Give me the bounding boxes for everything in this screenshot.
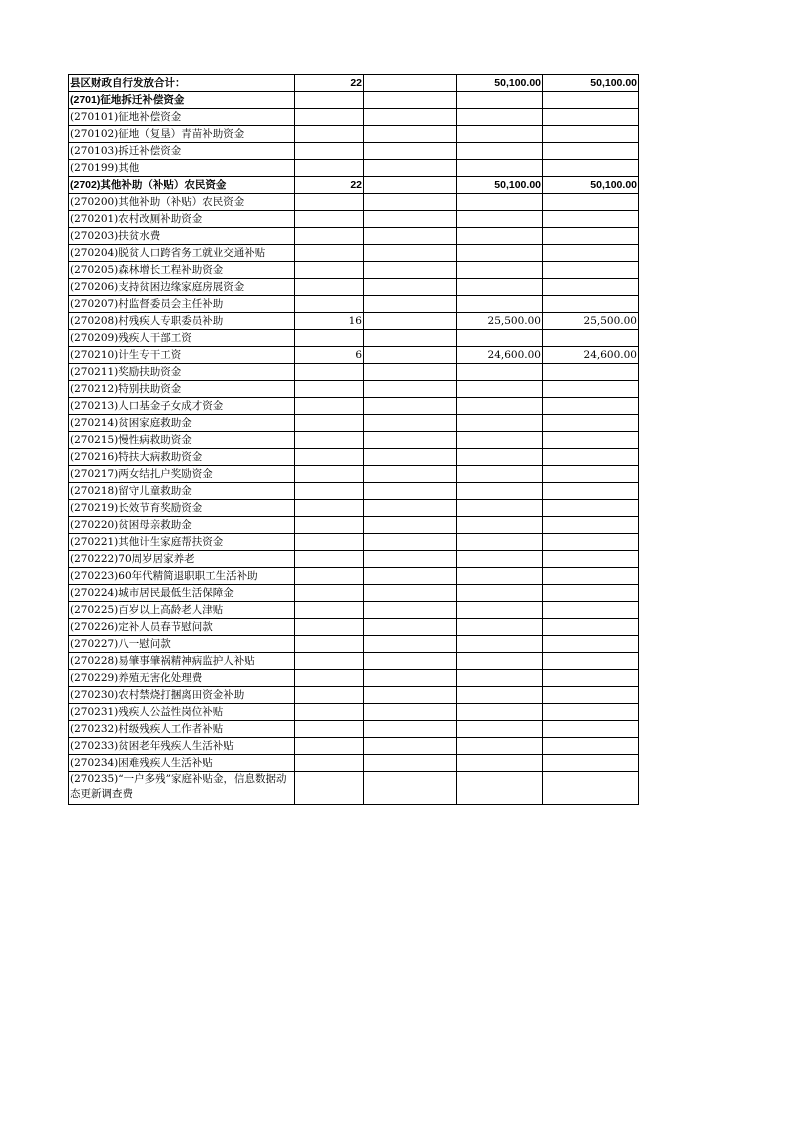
row-label-cell: (270103)拆迁补偿资金 [69, 143, 295, 160]
row-blank-cell [364, 92, 457, 109]
row-total-cell [543, 585, 639, 602]
row-total-cell [543, 330, 639, 347]
row-total-cell [543, 228, 639, 245]
table-row [69, 602, 639, 619]
row-total-cell [543, 687, 639, 704]
row-amount-cell [457, 755, 543, 772]
row-label-cell: (270217)两女结扎户奖励资金 [69, 466, 295, 483]
row-amount-cell [457, 432, 543, 449]
row-blank-cell [364, 432, 457, 449]
row-label-cell: (270215)慢性病救助资金 [69, 432, 295, 449]
row-label-cell: (270201)农村改厕补助资金 [69, 211, 295, 228]
table-row [69, 313, 639, 330]
table-row [69, 398, 639, 415]
row-blank-cell [364, 551, 457, 568]
row-count-cell [295, 194, 364, 211]
row-count-cell [295, 704, 364, 721]
row-count-cell [295, 330, 364, 347]
row-amount-cell [457, 653, 543, 670]
row-blank-cell [364, 517, 457, 534]
table-row [69, 432, 639, 449]
table-row [69, 738, 639, 755]
row-label-cell: (270229)养殖无害化处理费 [69, 670, 295, 687]
table-row [69, 568, 639, 585]
row-label-cell: (270235)“一户多残”家庭补贴金，信息数据动态更新调查费 [69, 772, 295, 805]
row-count-cell [295, 602, 364, 619]
row-label-cell: (270102)征地（复垦）青苗补助资金 [69, 126, 295, 143]
row-total-cell [543, 602, 639, 619]
table-row [69, 75, 639, 92]
row-amount-cell [457, 619, 543, 636]
row-blank-cell [364, 228, 457, 245]
row-label-cell: (270222)70周岁居家养老 [69, 551, 295, 568]
table-row [69, 653, 639, 670]
row-amount-cell: 24,600.00 [457, 347, 543, 364]
row-blank-cell [364, 687, 457, 704]
row-label-cell: (270211)奖励扶助资金 [69, 364, 295, 381]
row-label-cell: (270216)特扶大病救助资金 [69, 449, 295, 466]
table-row [69, 619, 639, 636]
row-total-cell [543, 670, 639, 687]
table-row [69, 534, 639, 551]
table-row [69, 415, 639, 432]
row-blank-cell [364, 364, 457, 381]
row-amount-cell [457, 568, 543, 585]
row-amount-cell [457, 449, 543, 466]
row-count-cell [295, 772, 364, 805]
row-blank-cell [364, 636, 457, 653]
table-row [69, 755, 639, 772]
table-row [69, 194, 639, 211]
row-amount-cell [457, 517, 543, 534]
row-amount-cell [457, 126, 543, 143]
row-amount-cell [457, 262, 543, 279]
row-count-cell [295, 721, 364, 738]
row-blank-cell [364, 211, 457, 228]
row-label-cell: (270209)残疾人干部工资 [69, 330, 295, 347]
row-count-cell [295, 211, 364, 228]
table-row [69, 517, 639, 534]
row-blank-cell [364, 126, 457, 143]
row-label-cell: (270233)贫困老年残疾人生活补贴 [69, 738, 295, 755]
row-label-cell: (270199)其他 [69, 160, 295, 177]
row-count-cell [295, 517, 364, 534]
row-amount-cell [457, 551, 543, 568]
row-label-cell: (270208)村残疾人专职委员补助 [69, 313, 295, 330]
row-count-cell [295, 160, 364, 177]
row-blank-cell [364, 194, 457, 211]
row-label-cell: (270203)扶贫水费 [69, 228, 295, 245]
row-amount-cell [457, 109, 543, 126]
row-label-cell: (2701)征地拆迁补偿资金 [69, 92, 295, 109]
row-count-cell [295, 381, 364, 398]
row-amount-cell: 25,500.00 [457, 313, 543, 330]
row-blank-cell [364, 534, 457, 551]
row-amount-cell: 50,100.00 [457, 177, 543, 194]
row-count-cell [295, 279, 364, 296]
table-row [69, 296, 639, 313]
row-blank-cell [364, 738, 457, 755]
table-row [69, 585, 639, 602]
row-total-cell [543, 211, 639, 228]
table-row [69, 704, 639, 721]
row-blank-cell [364, 653, 457, 670]
table-row [69, 262, 639, 279]
row-blank-cell [364, 296, 457, 313]
row-total-cell [543, 415, 639, 432]
row-amount-cell [457, 296, 543, 313]
row-count-cell [295, 245, 364, 262]
row-blank-cell [364, 619, 457, 636]
row-total-cell [543, 109, 639, 126]
table-row [69, 228, 639, 245]
row-total-cell [543, 483, 639, 500]
table-row [69, 245, 639, 262]
table-row [69, 279, 639, 296]
row-amount-cell [457, 381, 543, 398]
row-count-cell [295, 398, 364, 415]
row-count-cell: 22 [295, 75, 364, 92]
row-label-cell: (270200)其他补助（补贴）农民资金 [69, 194, 295, 211]
row-total-cell [543, 262, 639, 279]
row-amount-cell [457, 636, 543, 653]
row-label-cell: (270101)征地补偿资金 [69, 109, 295, 126]
table-row [69, 330, 639, 347]
row-label-cell: (270210)计生专干工资 [69, 347, 295, 364]
row-blank-cell [364, 398, 457, 415]
row-total-cell [543, 653, 639, 670]
row-count-cell [295, 500, 364, 517]
row-amount-cell [457, 500, 543, 517]
row-count-cell [295, 755, 364, 772]
row-total-cell [543, 245, 639, 262]
row-blank-cell [364, 704, 457, 721]
table-row [69, 500, 639, 517]
row-total-cell [543, 449, 639, 466]
table-row [69, 143, 639, 160]
row-count-cell [295, 109, 364, 126]
row-label-cell: (270224)城市居民最低生活保障金 [69, 585, 295, 602]
row-amount-cell [457, 228, 543, 245]
row-label-cell: (270231)残疾人公益性岗位补贴 [69, 704, 295, 721]
row-label-cell: (270219)长效节育奖励资金 [69, 500, 295, 517]
row-count-cell [295, 143, 364, 160]
row-count-cell [295, 296, 364, 313]
row-amount-cell: 50,100.00 [457, 75, 543, 92]
row-label-cell: (270228)易肇事肇祸精神病监护人补贴 [69, 653, 295, 670]
row-count-cell [295, 449, 364, 466]
row-count-cell [295, 653, 364, 670]
row-label-cell: (270205)森林增长工程补助资金 [69, 262, 295, 279]
row-blank-cell [364, 262, 457, 279]
row-count-cell: 16 [295, 313, 364, 330]
row-blank-cell [364, 245, 457, 262]
row-blank-cell [364, 160, 457, 177]
row-label-cell: (270220)贫困母亲救助金 [69, 517, 295, 534]
row-total-cell [543, 160, 639, 177]
row-blank-cell [364, 755, 457, 772]
row-count-cell [295, 551, 364, 568]
row-blank-cell [364, 500, 457, 517]
row-total-cell [543, 755, 639, 772]
row-amount-cell [457, 721, 543, 738]
row-amount-cell [457, 211, 543, 228]
row-count-cell [295, 619, 364, 636]
table-row [69, 347, 639, 364]
row-blank-cell [364, 143, 457, 160]
table-row [69, 381, 639, 398]
row-blank-cell [364, 177, 457, 194]
row-total-cell [543, 772, 639, 805]
row-label-cell: (270206)支持贫困边缘家庭房展资金 [69, 279, 295, 296]
row-count-cell [295, 568, 364, 585]
row-count-cell [295, 483, 364, 500]
row-total-cell [543, 534, 639, 551]
row-amount-cell [457, 279, 543, 296]
row-label-cell: (270218)留守儿童救助金 [69, 483, 295, 500]
table-row [69, 721, 639, 738]
row-label-cell: (270204)脱贫人口跨省务工就业交通补贴 [69, 245, 295, 262]
row-blank-cell [364, 568, 457, 585]
row-count-cell [295, 687, 364, 704]
row-total-cell [543, 194, 639, 211]
row-blank-cell [364, 466, 457, 483]
row-amount-cell [457, 738, 543, 755]
row-count-cell [295, 466, 364, 483]
row-label-cell: (270207)村监督委员会主任补助 [69, 296, 295, 313]
row-amount-cell [457, 466, 543, 483]
row-blank-cell [364, 772, 457, 805]
row-total-cell [543, 279, 639, 296]
table-row [69, 211, 639, 228]
row-count-cell [295, 415, 364, 432]
row-amount-cell [457, 585, 543, 602]
row-label-cell: 县区财政自行发放合计： [69, 75, 295, 92]
row-blank-cell [364, 670, 457, 687]
row-blank-cell [364, 381, 457, 398]
row-count-cell: 22 [295, 177, 364, 194]
row-blank-cell [364, 602, 457, 619]
row-total-cell [543, 143, 639, 160]
row-count-cell [295, 432, 364, 449]
row-count-cell [295, 92, 364, 109]
table-row [69, 687, 639, 704]
row-blank-cell [364, 75, 457, 92]
row-total-cell [543, 296, 639, 313]
row-count-cell [295, 126, 364, 143]
table-row [69, 160, 639, 177]
row-amount-cell [457, 143, 543, 160]
row-blank-cell [364, 415, 457, 432]
row-amount-cell [457, 687, 543, 704]
row-label-cell: (270214)贫困家庭救助金 [69, 415, 295, 432]
row-blank-cell [364, 721, 457, 738]
row-label-cell: (2702)其他补助（补贴）农民资金 [69, 177, 295, 194]
row-count-cell [295, 585, 364, 602]
row-label-cell: (270227)八一慰问款 [69, 636, 295, 653]
row-blank-cell [364, 585, 457, 602]
row-label-cell: (270212)特别扶助资金 [69, 381, 295, 398]
row-label-cell: (270213)人口基金子女成才资金 [69, 398, 295, 415]
row-count-cell [295, 262, 364, 279]
table-row [69, 551, 639, 568]
table-row [69, 636, 639, 653]
row-label-cell: (270225)百岁以上高龄老人津贴 [69, 602, 295, 619]
row-label-cell: (270223)60年代精简退职职工生活补助 [69, 568, 295, 585]
row-amount-cell [457, 483, 543, 500]
row-total-cell [543, 364, 639, 381]
row-label-cell: (270226)定补人员春节慰问款 [69, 619, 295, 636]
row-amount-cell [457, 364, 543, 381]
table-body [69, 75, 639, 805]
row-amount-cell [457, 415, 543, 432]
row-amount-cell [457, 194, 543, 211]
row-total-cell [543, 466, 639, 483]
row-amount-cell [457, 92, 543, 109]
row-total-cell: 25,500.00 [543, 313, 639, 330]
row-blank-cell [364, 330, 457, 347]
table-row [69, 670, 639, 687]
row-amount-cell [457, 398, 543, 415]
row-amount-cell [457, 670, 543, 687]
row-amount-cell [457, 330, 543, 347]
row-amount-cell [457, 160, 543, 177]
row-count-cell: 6 [295, 347, 364, 364]
row-total-cell: 50,100.00 [543, 177, 639, 194]
row-total-cell [543, 517, 639, 534]
row-blank-cell [364, 279, 457, 296]
row-total-cell [543, 432, 639, 449]
row-amount-cell [457, 602, 543, 619]
row-amount-cell [457, 534, 543, 551]
row-count-cell [295, 738, 364, 755]
row-blank-cell [364, 449, 457, 466]
table-row [69, 772, 639, 805]
table-row [69, 483, 639, 500]
row-blank-cell [364, 347, 457, 364]
row-total-cell [543, 126, 639, 143]
row-label-cell: (270221)其他计生家庭帮扶资金 [69, 534, 295, 551]
row-blank-cell [364, 109, 457, 126]
row-count-cell [295, 636, 364, 653]
table-row [69, 109, 639, 126]
allocation-table [68, 74, 639, 805]
row-count-cell [295, 228, 364, 245]
row-total-cell [543, 92, 639, 109]
row-total-cell [543, 721, 639, 738]
row-total-cell: 24,600.00 [543, 347, 639, 364]
row-total-cell [543, 636, 639, 653]
row-amount-cell [457, 704, 543, 721]
table-row [69, 466, 639, 483]
row-blank-cell [364, 483, 457, 500]
table-row [69, 92, 639, 109]
table-row [69, 177, 639, 194]
row-total-cell [543, 704, 639, 721]
row-blank-cell [364, 313, 457, 330]
row-total-cell [543, 738, 639, 755]
row-label-cell: (270232)村级残疾人工作者补贴 [69, 721, 295, 738]
table-row [69, 449, 639, 466]
row-total-cell [543, 551, 639, 568]
row-label-cell: (270234)困难残疾人生活补贴 [69, 755, 295, 772]
row-amount-cell [457, 772, 543, 805]
table-row [69, 126, 639, 143]
row-count-cell [295, 364, 364, 381]
row-total-cell [543, 619, 639, 636]
row-amount-cell [457, 245, 543, 262]
row-total-cell [543, 398, 639, 415]
row-total-cell: 50,100.00 [543, 75, 639, 92]
row-count-cell [295, 670, 364, 687]
row-total-cell [543, 500, 639, 517]
row-count-cell [295, 534, 364, 551]
table-row [69, 364, 639, 381]
row-total-cell [543, 568, 639, 585]
row-total-cell [543, 381, 639, 398]
row-label-cell: (270230)农村禁烧打捆离田资金补助 [69, 687, 295, 704]
